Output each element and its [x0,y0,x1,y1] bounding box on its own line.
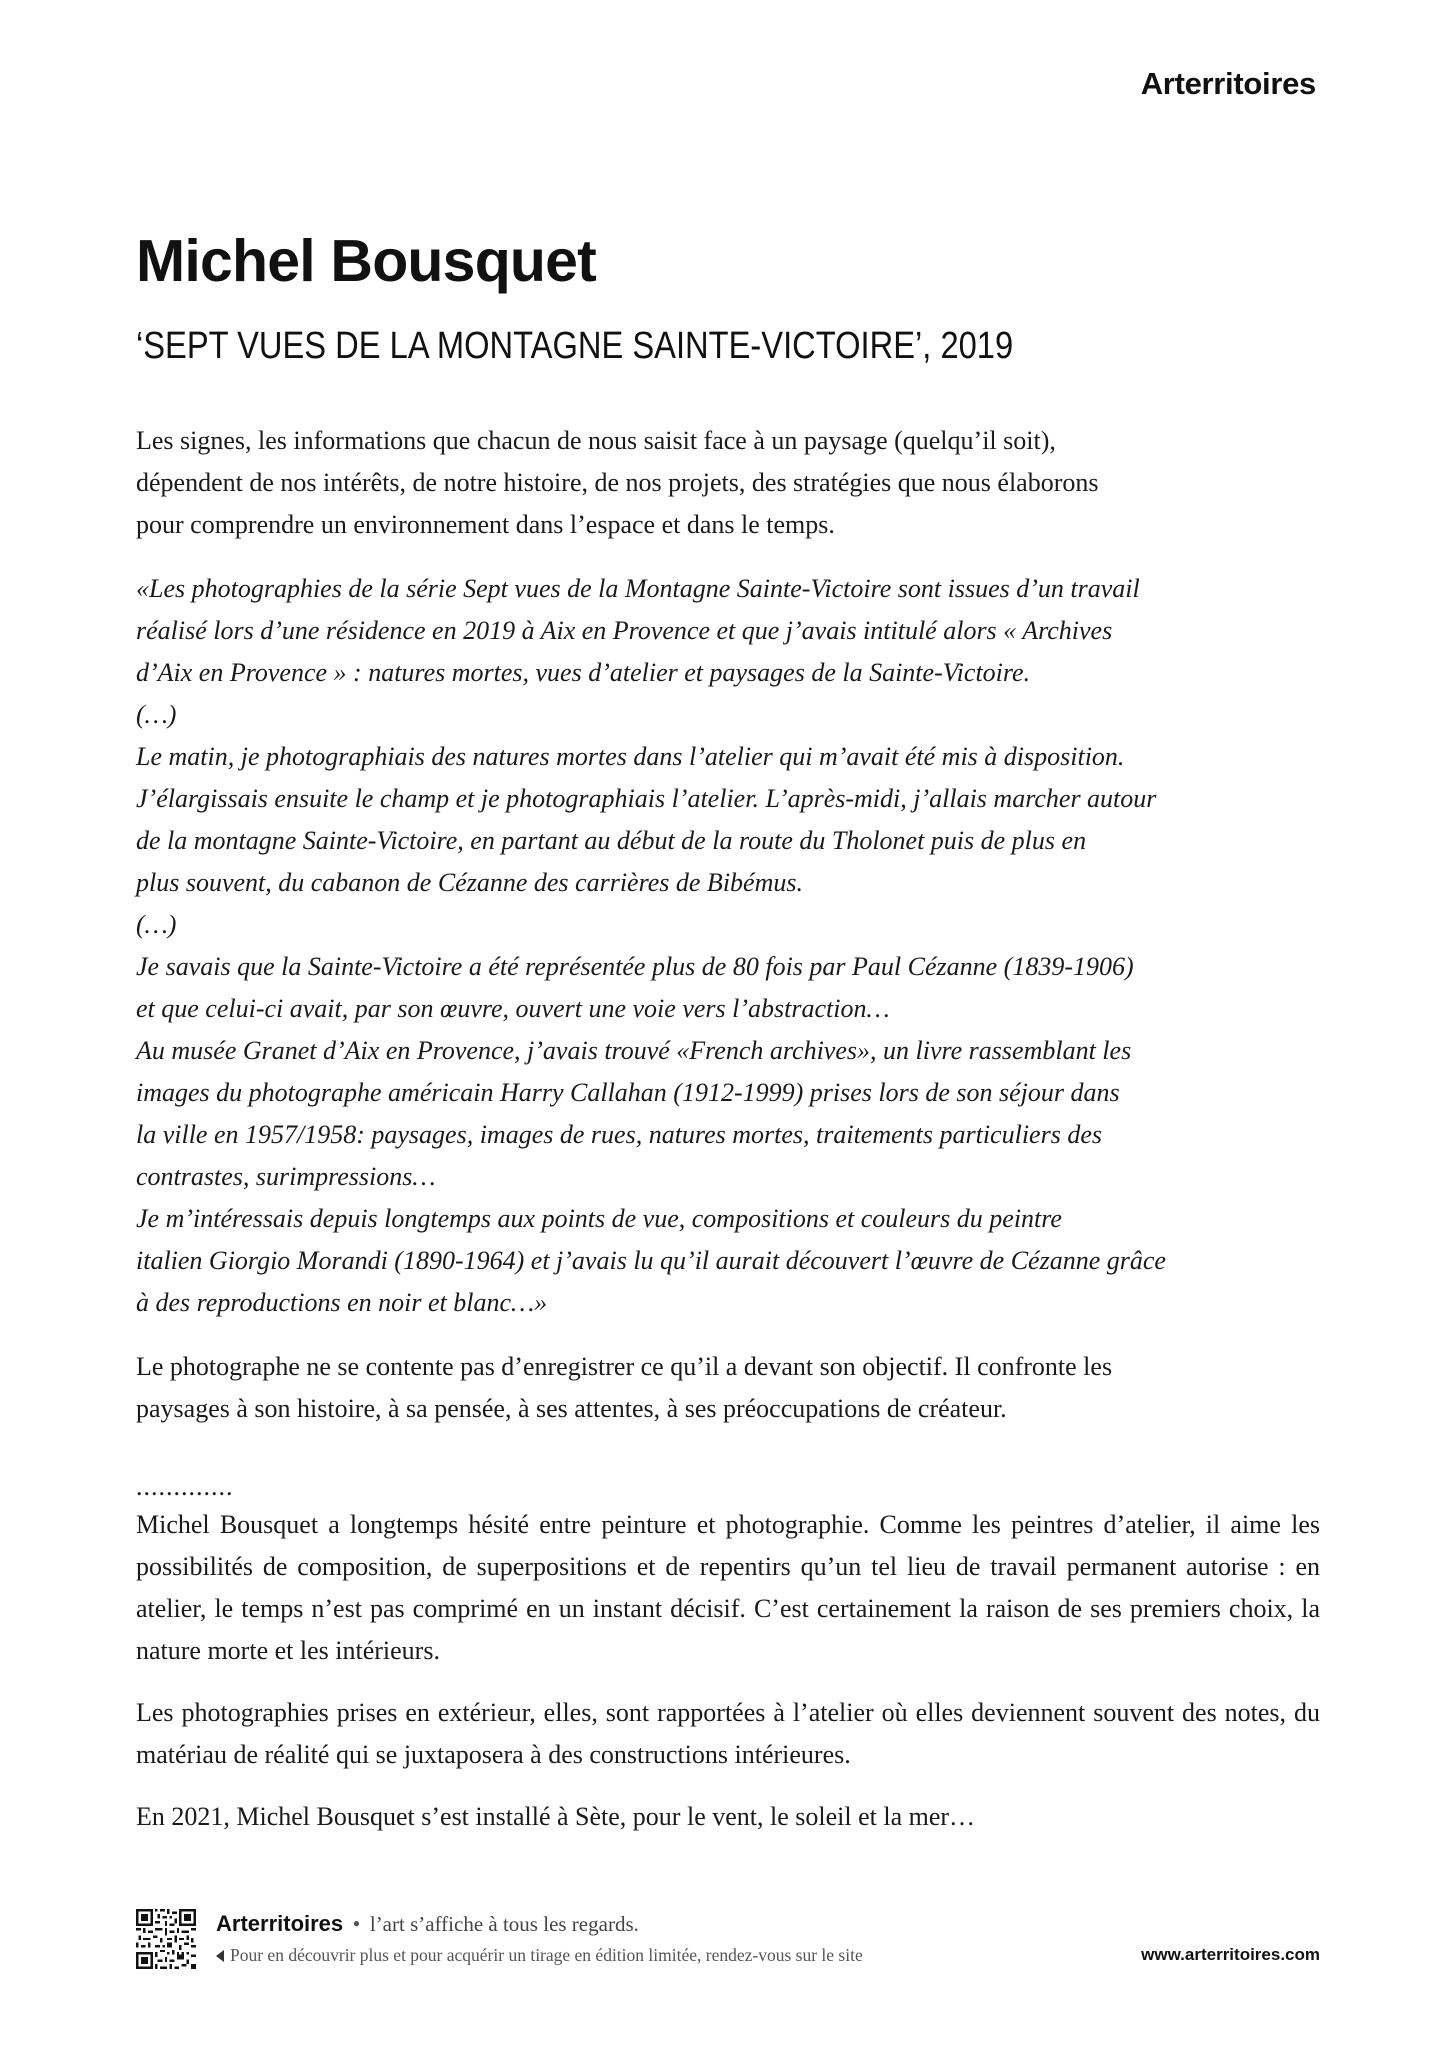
quote-line: (…) [136,910,177,939]
quote-line: italien Giorgio Morandi (1890-1964) et j’avais lu qu’il aurait découvert l’œuvre de Cézanne grâce [136,1246,1166,1275]
exterior-paragraph: Les photographies prises en extérieur, elles, sont rapportées à l’atelier où elles deviennent souvent des notes, du matériau de réalité qui se juxtaposera à des constructions intérieures. [136,1698,1320,1769]
quote-line: réalisé lors d’une résidence en 2019 à Aix en Provence et que j’avais intitulé alors « Archives [136,616,1113,645]
artist-quote [136,568,1320,1324]
quote-line: à des reproductions en noir et blanc…» [136,1288,548,1317]
article-body [136,420,1320,1838]
qr-code-icon [136,1909,196,1969]
footer-tagline-row [216,1911,639,1937]
closing-paragraph: En 2021, Michel Bousquet s’est installé à Sète, pour le vent, le soleil et la mer… [136,1802,976,1831]
footer-tagline: l’art s’affiche à tous les regards. [369,1912,639,1936]
quote-line: Au musée Granet d’Aix en Provence, j’avais trouvé «French archives», un livre rassemblant les [136,1036,1132,1065]
quote-line: J’élargissais ensuite le champ et je photographiais l’atelier. L’après-midi, j’allais marcher autour [136,784,1157,813]
brand-logo: Arterritoires [1140,66,1316,101]
separator: ............. [136,1472,234,1501]
text-line: Les signes, les informations que chacun de nous saisit face à un paysage (quelqu’il soit), [136,426,1056,455]
quote-line: Le matin, je photographiais des natures mortes dans l’atelier qui m’avait été mis à disposition. [136,742,1125,771]
text-line: paysages à son histoire, à sa pensée, à ses attentes, à ses préoccupations de créateur. [136,1394,1007,1423]
quote-line: «Les photographies de la série Sept vues de la Montagne Sainte-Victoire sont issues d’un travail [136,574,1140,603]
footer-brand: Arterritoires [216,1911,344,1936]
quote-line: Je m’intéressais depuis longtemps aux points de vue, compositions et couleurs du peintre [136,1204,1062,1233]
quote-line: de la montagne Sainte-Victoire, en partant au début de la route du Tholonet puis de plus en [136,826,1087,855]
work-title: ‘SEPT VUES DE LA MONTAGNE SAINTE-VICTOIRE’, 2019 [136,325,1014,367]
quote-line: plus souvent, du cabanon de Cézanne des carrières de Bibémus. [136,868,803,897]
quote-line: contrastes, surimpressions… [136,1162,436,1191]
quote-line: d’Aix en Provence » : natures mortes, vues d’atelier et paysages de la Sainte-Victoire. [136,658,1031,687]
quote-line: (…) [136,700,177,729]
website-link[interactable]: www.arterritoires.com [1141,1945,1320,1964]
biography-paragraph: Michel Bousquet a longtemps hésité entre peinture et photographie. Comme les peintres d’atelier, il aime les possibilités de composition, de superpositions et de repentirs qu’un tel lieu de travail permanent autorise : en atelier, le temps n’est pas comprimé en un instant décisif. C’est certainement la raison de ses premiers choix, la nature morte et les intérieurs. [136,1510,1320,1665]
arrow-left-icon [216,1950,224,1962]
text-line: pour comprendre un environnement dans l’espace et dans le temps. [136,510,835,539]
text-line: Le photographe ne se contente pas d’enregistrer ce qu’il a devant son objectif. Il confronte les [136,1352,1113,1381]
photographer-paragraph [136,1346,1320,1430]
quote-line: Je savais que la Sainte-Victoire a été représentée plus de 80 fois par Paul Cézanne (1839-1906) [136,952,1134,981]
artist-name: Michel Bousquet [136,228,597,294]
quote-line: images du photographe américain Harry Callahan (1912-1999) prises lors de son séjour dans [136,1078,1120,1107]
footer-info-text: Pour en découvrir plus et pour acquérir un tirage en édition limitée, rendez-vous sur le site [230,1945,863,1965]
footer-info-row [216,1945,1320,1966]
bullet-separator: • [352,1911,361,1936]
intro-paragraph [136,420,1320,546]
footer [136,1909,1320,1971]
quote-line: la ville en 1957/1958: paysages, images de rues, natures mortes, traitements particuliers des [136,1120,1102,1149]
quote-line: et que celui-ci avait, par son œuvre, ouvert une voie vers l’abstraction… [136,994,890,1023]
text-line: dépendent de nos intérêts, de notre histoire, de nos projets, des stratégies que nous élaborons [136,468,1099,497]
